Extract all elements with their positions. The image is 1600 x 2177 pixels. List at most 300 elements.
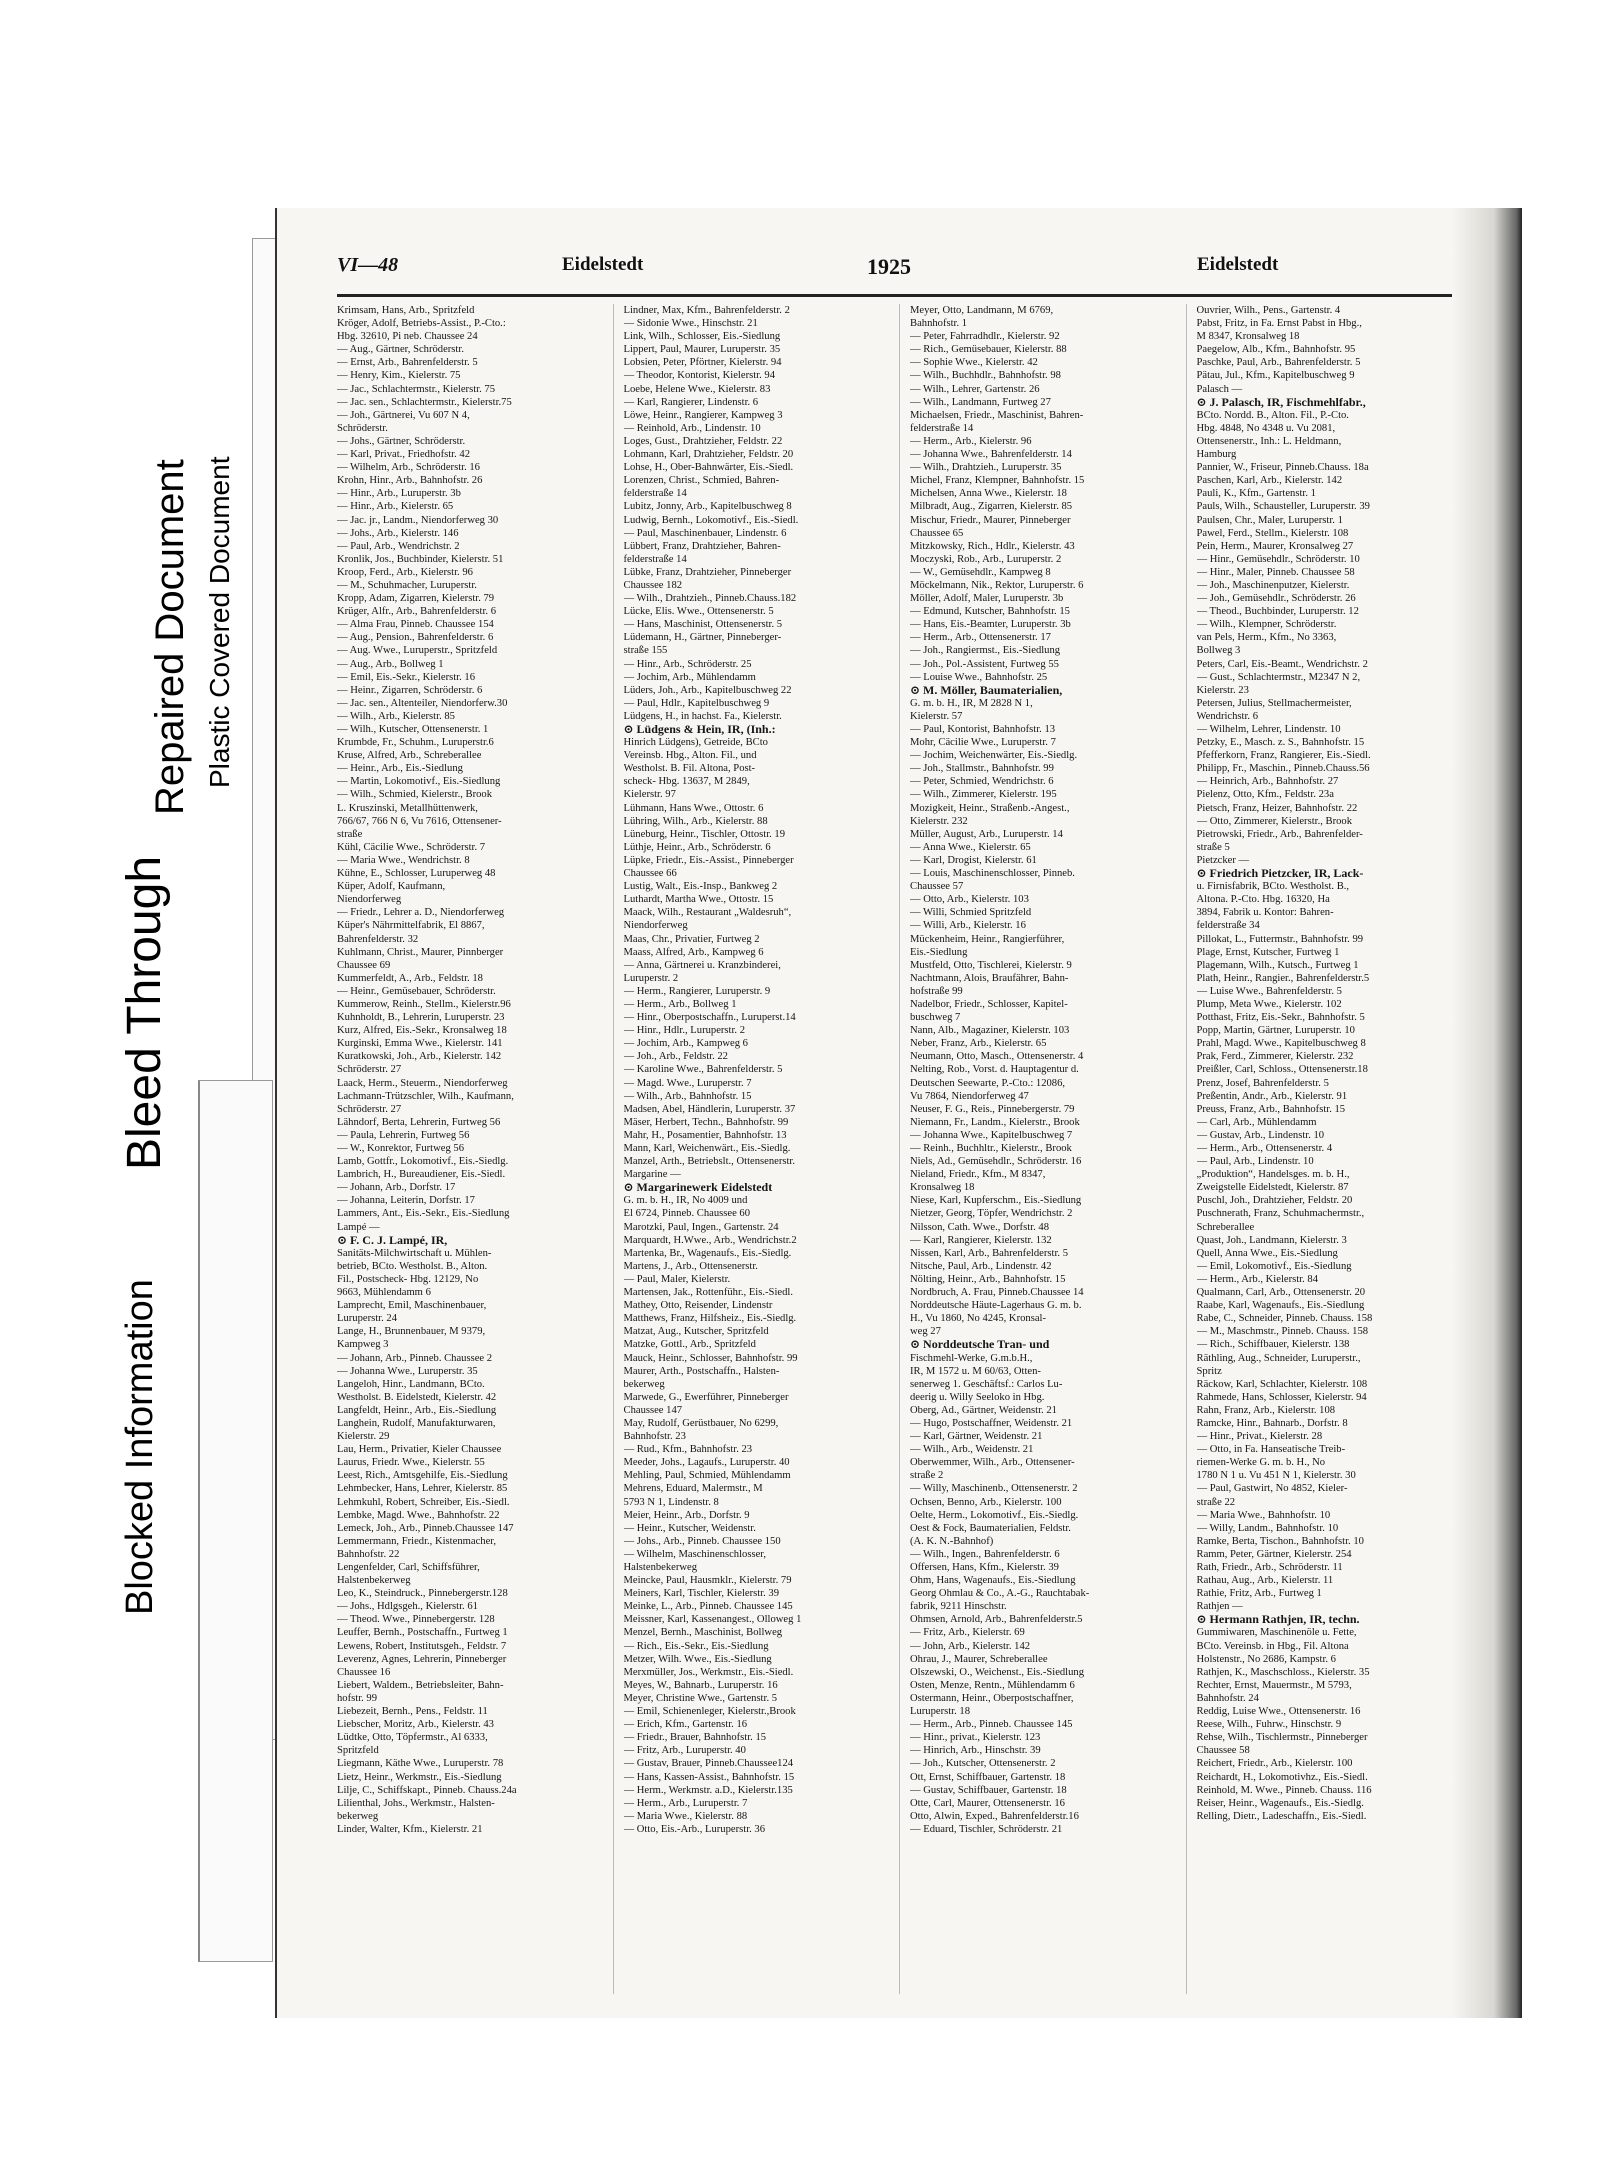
directory-entry: — Hugo, Postschaffner, Weidenstr. 21 xyxy=(910,1417,1073,1429)
directory-entry: Pillokat, L., Futtermstr., Bahnhofstr. 99 xyxy=(1196,933,1364,945)
directory-entry: BCto. Nordd. B., Alton. Fil., P.-Cto. xyxy=(1196,409,1349,421)
directory-entry: — Karl, Rangierer, Lindenstr. 6 xyxy=(623,396,759,408)
directory-entry: Plagemann, Wilh., Kutsch., Furtweg 1 xyxy=(1196,959,1359,971)
directory-entry: Oberwemmer, Wilh., Arb., Ottensener- xyxy=(910,1457,1075,1469)
directory-entry: — Hinr., Arb., Kielerstr. 65 xyxy=(337,501,454,513)
binding-gutter xyxy=(1452,208,1522,2018)
directory-entry: Mauck, Heinr., Schlosser, Bahnhofstr. 99 xyxy=(623,1352,798,1364)
directory-entry: — W., Gemüsehdlr., Kampweg 8 xyxy=(910,566,1051,578)
directory-entry: Hbg. 4848, No 4348 u. Vu 2081, xyxy=(1196,422,1336,434)
directory-entry: — Reinhold, Arb., Lindenstr. 10 xyxy=(623,422,761,434)
directory-entry: Kropp, Adam, Zigarren, Kielerstr. 79 xyxy=(337,593,495,605)
directory-entry: Lüdtke, Otto, Töpfermstr., Al 6333, xyxy=(337,1732,488,1744)
directory-entry: Nitsche, Paul, Arb., Lindenstr. 42 xyxy=(910,1260,1052,1272)
directory-entry: Mäser, Herbert, Techn., Bahnhofstr. 99 xyxy=(623,1116,789,1128)
directory-entry: Petzky, E., Masch. z. S., Bahnhofstr. 15 xyxy=(1196,737,1365,749)
directory-entry: 5793 N 1, Lindenstr. 8 xyxy=(623,1496,719,1508)
directory-entry: — Johs., Arb., Kielerstr. 146 xyxy=(337,527,459,539)
directory-entry: Kurginski, Emma Wwe., Kielerstr. 141 xyxy=(337,1038,503,1050)
directory-entry: — Luise Wwe., Bahrenfelderstr. 5 xyxy=(1196,985,1342,997)
directory-entry: Paulsen, Chr., Maler, Luruperstr. 1 xyxy=(1196,514,1343,526)
directory-entry: Ohm, Hans, Wagenaufs., Eis.-Siedlung xyxy=(910,1575,1076,1587)
directory-entry: Lilje, C., Schiffskapt., Pinneb. Chauss.24a xyxy=(337,1784,517,1796)
directory-entry: — Herm., Arb., Kielerstr. 84 xyxy=(1196,1273,1319,1285)
directory-entry: straße 155 xyxy=(623,645,668,657)
directory-entry: Lemmermann, Friedr., Kistenmacher, xyxy=(337,1535,497,1547)
directory-entry: Chaussee 147 xyxy=(623,1404,683,1416)
directory-entry: Reichardt, H., Lokomotivhz., Eis.-Siedl. xyxy=(1196,1771,1368,1783)
directory-entry: Lammers, Ant., Eis.-Sekr., Eis.-Siedlung xyxy=(337,1208,510,1220)
directory-entry: Loges, Gust., Drahtzieher, Feldstr. 22 xyxy=(623,435,783,447)
directory-entry: Bahnhofstr. 1 xyxy=(910,318,968,330)
directory-entry: — Joh., Kutscher, Ottensenerstr. 2 xyxy=(910,1758,1056,1770)
directory-entry: senerweg 1. Geschäftsf.: Carlos Lu- xyxy=(910,1378,1063,1390)
directory-entry: — Gustav, Arb., Lindenstr. 10 xyxy=(1196,1129,1325,1141)
directory-entry: Möckelmann, Nik., Rektor, Luruperstr. 6 xyxy=(910,579,1084,591)
directory-entry: van Pels, Herm., Kfm., No 3363, xyxy=(1196,632,1337,644)
directory-entry: Lamb, Gottfr., Lokomotivf., Eis.-Siedlg. xyxy=(337,1156,509,1168)
directory-entry: Milbradt, Aug., Zigarren, Kielerstr. 85 xyxy=(910,501,1073,513)
directory-entry: Prenz, Josef, Bahrenfelderstr. 5 xyxy=(1196,1077,1329,1089)
directory-entry: Liebert, Waldem., Betriebsleiter, Bahn- xyxy=(337,1679,504,1691)
directory-entry: Holstenstr., No 2686, Kampstr. 6 xyxy=(1196,1653,1336,1665)
directory-entry: Prak, Ferd., Zimmerer, Kielerstr. 232 xyxy=(1196,1051,1354,1063)
directory-entry: — Heinr., Arb., Eis.-Siedlung xyxy=(337,763,463,775)
directory-entry: Wendrichstr. 6 xyxy=(1196,710,1259,722)
directory-entry: — Hans, Maschinist, Ottensenerstr. 5 xyxy=(623,619,783,631)
directory-entry: Lorenzen, Christ., Schmied, Bahren- xyxy=(623,475,780,487)
directory-entry: 766/67, 766 N 6, Vu 7616, Ottensener- xyxy=(337,815,502,827)
directory-entry: ⊙ Hermann Rathjen, IR, techn. xyxy=(1196,1613,1360,1627)
directory-entry: — Emil, Schienenleger, Kielerstr.,Brook xyxy=(623,1706,796,1718)
directory-entry: — Emil, Eis.-Sekr., Kielerstr. 16 xyxy=(337,671,475,683)
directory-entry: H., Vu 1860, No 4245, Kronsal- xyxy=(910,1313,1046,1325)
directory-entry: weg 27 xyxy=(910,1326,941,1338)
directory-entry: Potthast, Fritz, Eis.-Sekr., Bahnhofstr. 5 xyxy=(1196,1012,1365,1024)
directory-entry: — Rud., Kfm., Bahnhofstr. 23 xyxy=(623,1444,753,1456)
directory-entry: — Paul, Hdlr., Kapitelbuschweg 9 xyxy=(623,697,770,709)
directory-entry: — Martin, Lokomotivf., Eis.-Siedlung xyxy=(337,776,501,788)
directory-entry: — Hinr., Gemüsehdlr., Schröderstr. 10 xyxy=(1196,553,1360,565)
directory-entry: — Otto, Arb., Kielerstr. 103 xyxy=(910,894,1029,906)
directory-entry: — Aug., Gärtner, Schröderstr. xyxy=(337,344,464,356)
directory-entry: straße xyxy=(337,828,363,840)
directory-entry: — Johann, Arb., Pinneb. Chaussee 2 xyxy=(337,1352,493,1364)
directory-entry: Pietrowski, Friedr., Arb., Bahrenfelder- xyxy=(1196,828,1363,840)
directory-entry: — John, Arb., Kielerstr. 142 xyxy=(910,1640,1031,1652)
header-place-left: Eidelstedt xyxy=(562,254,644,275)
directory-entry: — Henry, Kim., Kielerstr. 75 xyxy=(337,370,461,382)
page-header xyxy=(337,254,1487,284)
directory-entry: El 6724, Pinneb. Chaussee 60 xyxy=(623,1208,751,1220)
directory-entry: Fil., Postscheck- Hbg. 12129, No xyxy=(337,1273,479,1285)
directory-entry: u. Firnisfabrik, BCto. Westholst. B., xyxy=(1196,881,1350,893)
directory-entry: Mehrens, Eduard, Malermstr., M xyxy=(623,1483,763,1495)
directory-entry: Krumbde, Fr., Schuhm., Luruperstr.6 xyxy=(337,737,494,749)
directory-entry: Rathjen, K., Maschschloss., Kielerstr. 35 xyxy=(1196,1666,1370,1678)
directory-entry: Bahnhofstr. 23 xyxy=(623,1431,686,1443)
directory-entry: Chaussee 57 xyxy=(910,881,964,893)
directory-entry: ⊙ Friedrich Pietzcker, IR, Lack- xyxy=(1196,867,1364,881)
directory-entry: Rath, Friedr., Arb., Schröderstr. 11 xyxy=(1196,1562,1343,1573)
directory-entry: L. Kruszinski, Metallhüttenwerk, xyxy=(337,802,478,814)
directory-entry: — Joh., Maschinenputzer, Kielerstr. xyxy=(1196,579,1350,591)
directory-entry: Leo, K., Steindruck., Pinnebergerstr.128 xyxy=(337,1588,508,1600)
page-reference: VI—48 xyxy=(337,254,399,276)
directory-entry: Rabe, C., Schneider, Pinneb. Chauss. 158 xyxy=(1196,1313,1373,1325)
directory-entry: — Rich., Gemüsebauer, Kielerstr. 88 xyxy=(910,344,1067,356)
directory-entry: — Fritz, Arb., Kielerstr. 69 xyxy=(910,1627,1025,1639)
directory-entry: — Wilh., Schmied, Kielerstr., Brook xyxy=(337,789,493,801)
directory-entry: Luruperstr. 24 xyxy=(337,1313,398,1325)
directory-entry: Kielerstr. 232 xyxy=(910,815,968,827)
directory-entry: Oberg, Ad., Gärtner, Weidenstr. 21 xyxy=(910,1404,1057,1416)
directory-entry: riemen-Werke G. m. b. H., No xyxy=(1196,1457,1326,1469)
directory-entry: Ottensenerstr., Inh.: L. Heldmann, xyxy=(1196,435,1342,447)
directory-entry: — Wilhelm, Maschinenschlosser, xyxy=(623,1548,767,1560)
directory-entry: — Johs., Hdlgsgeh., Kielerstr. 61 xyxy=(337,1601,478,1613)
directory-entry: Vereinsb. Hbg., Alton. Fil., und xyxy=(623,750,757,762)
directory-entry: Martens, J., Arb., Ottensenerstr. xyxy=(623,1260,758,1272)
directory-entry: Pawel, Ferd., Stellm., Kielerstr. 108 xyxy=(1196,527,1349,539)
directory-column-4 xyxy=(1197,304,1473,1994)
directory-entry: Lüpke, Friedr., Eis.-Assist., Pinneberger xyxy=(623,854,794,866)
directory-entry: Liebezeit, Bernh., Pens., Feldstr. 11 xyxy=(337,1706,488,1718)
directory-entry: Preuss, Franz, Arb., Bahnhofstr. 15 xyxy=(1196,1103,1346,1115)
directory-entry: — Hans, Kassen-Assist., Bahnhofstr. 15 xyxy=(623,1771,795,1783)
directory-entry: — Otto, Eis.-Arb., Luruperstr. 36 xyxy=(623,1823,766,1835)
header-year: 1925 xyxy=(867,254,911,279)
directory-entry: Krimsam, Hans, Arb., Spritzfeld xyxy=(337,305,475,316)
directory-entry: Meeder, Johs., Lagaufs., Luruperstr. 40 xyxy=(623,1457,790,1469)
directory-entry: — Gustav, Schiffbauer, Gartenstr. 18 xyxy=(910,1784,1067,1796)
directory-entry: Paschke, Paul, Arb., Bahrenfelderstr. 5 xyxy=(1196,357,1361,369)
directory-entry: — Joh., Gemüsehdlr., Schröderstr. 26 xyxy=(1196,593,1356,605)
directory-entry: Martenka, Br., Wagenaufs., Eis.-Siedlg. xyxy=(623,1247,792,1259)
directory-entry: Lobsien, Peter, Pförtner, Kielerstr. 94 xyxy=(623,357,782,369)
directory-entry: Lampé — xyxy=(337,1221,380,1233)
directory-entry: Chaussee 66 xyxy=(623,868,677,880)
directory-entry: Lüdemann, H., Gärtner, Pinneberger- xyxy=(623,632,782,644)
directory-entry: ⊙ Norddeutsche Tran- und xyxy=(910,1338,1050,1352)
directory-entry: Pätau, Jul., Kfm., Kapitelbuschweg 9 xyxy=(1196,370,1355,382)
directory-entry: Merxmüller, Jos., Werkmstr., Eis.-Siedl. xyxy=(623,1666,794,1678)
directory-entry: — Joh., Arb., Feldstr. 22 xyxy=(623,1051,728,1063)
directory-entry: — Edmund, Kutscher, Bahnhofstr. 15 xyxy=(910,606,1070,618)
directory-entry: buschweg 7 xyxy=(910,1012,961,1024)
directory-entry: — Maria Wwe., Kielerstr. 88 xyxy=(623,1810,748,1822)
directory-entry: — Willi, Arb., Kielerstr. 16 xyxy=(910,920,1026,932)
directory-entry: Martensen, Jak., Rottenführ., Eis.-Siedl. xyxy=(623,1287,793,1299)
directory-entry: Pauls, Wilh., Schausteller, Luruperstr. 39 xyxy=(1196,501,1370,513)
directory-entry: Hbg. 32610, Pi neb. Chaussee 24 xyxy=(337,331,478,343)
directory-entry: Lachmann-Trützschler, Wilh., Kaufmann, xyxy=(337,1090,514,1102)
directory-entry: — Louise Wwe., Bahnhofstr. 25 xyxy=(910,671,1048,683)
directory-entry: Kronsalweg 18 xyxy=(910,1182,975,1194)
directory-entry: fabrik, 9211 Hinschstr. xyxy=(910,1601,1007,1613)
directory-entry: Chaussee 69 xyxy=(337,959,391,971)
directory-entry: Kruse, Alfred, Arb., Schreberallee xyxy=(337,750,482,762)
directory-entry: Fischmehl-Werke, G.m.b.H., xyxy=(910,1352,1033,1364)
directory-entry: Deutschen Seewarte, P.-Cto.: 12086, xyxy=(910,1077,1066,1089)
directory-entry: — Jac. sen., Schlachtermstr., Kielerstr.75 xyxy=(337,396,512,408)
directory-entry: — Otto, in Fa. Hanseatische Treib- xyxy=(1196,1444,1346,1456)
directory-entry: Offersen, Hans, Kfm., Kielerstr. 39 xyxy=(910,1562,1059,1573)
directory-entry: Otto, Alwin, Exped., Bahrenfelderstr.16 xyxy=(910,1810,1079,1822)
directory-entry: Meinke, L., Arb., Pinneb. Chaussee 145 xyxy=(623,1601,793,1613)
directory-entry: Hamburg xyxy=(1196,449,1237,461)
directory-entry: — Johanna Wwe., Bahrenfelderstr. 14 xyxy=(910,449,1072,461)
directory-entry: Madsen, Abel, Händlerin, Luruperstr. 37 xyxy=(623,1103,796,1115)
directory-entry: Kuhnholdt, B., Lehrerin, Luruperstr. 23 xyxy=(337,1012,505,1024)
directory-entry: Lange, H., Brunnenbauer, M 9379, xyxy=(337,1326,486,1338)
directory-entry: Matthews, Franz, Hilfsheiz., Eis.-Siedlg. xyxy=(623,1313,797,1325)
directory-entry: — Peter, Schmied, Wendrichstr. 6 xyxy=(910,776,1054,788)
directory-entry: Reiser, Heinr., Wagenaufs., Eis.-Siedlg. xyxy=(1196,1797,1364,1809)
directory-entry: Liegmann, Käthe Wwe., Luruperstr. 78 xyxy=(337,1758,504,1770)
directory-entry: Norddeutsche Häute-Lagerhaus G. m. b. xyxy=(910,1300,1082,1312)
directory-entry: Metzer, Wilh. Wwe., Eis.-Siedlung xyxy=(623,1653,772,1665)
directory-columns xyxy=(337,304,1472,1994)
directory-entry: Lubitz, Jonny, Arb., Kapitelbuschweg 8 xyxy=(623,501,792,513)
directory-entry: Lühmann, Hans Wwe., Ottostr. 6 xyxy=(623,802,764,814)
directory-entry: Bahnhofstr. 24 xyxy=(1196,1692,1259,1704)
directory-entry: Lau, Herm., Privatier, Kieler Chaussee xyxy=(337,1444,502,1456)
directory-entry: Pannier, W., Friseur, Pinneb.Chauss. 18a xyxy=(1196,462,1369,474)
directory-entry: — Heinr., Gemüsebauer, Schröderstr. xyxy=(337,985,496,997)
directory-entry: Plath, Heinr., Rangier., Bahrenfelderstr.5 xyxy=(1196,972,1370,984)
directory-entry: — Wilhelm, Arb., Schröderstr. 16 xyxy=(337,462,480,474)
directory-entry: Quast, Joh., Landmann, Kielerstr. 3 xyxy=(1196,1234,1347,1246)
directory-entry: Löwe, Heinr., Rangierer, Kampweg 3 xyxy=(623,409,783,421)
directory-entry: Lippert, Paul, Maurer, Luruperstr. 35 xyxy=(623,344,781,356)
directory-entry: Chaussee 58 xyxy=(1196,1745,1250,1757)
directory-entry: — Joh., Stallmstr., Bahnhofstr. 99 xyxy=(910,763,1054,775)
directory-entry: Meincke, Paul, Hausmklr., Kielerstr. 79 xyxy=(623,1575,792,1587)
directory-entry: — Jochim, Arb., Kampweg 6 xyxy=(623,1038,748,1050)
directory-entry: Mehling, Paul, Schmied, Mühlendamm xyxy=(623,1470,791,1482)
directory-entry: — Fritz, Arb., Luruperstr. 40 xyxy=(623,1745,746,1757)
directory-entry: — Jac. jr., Landm., Niendorferweg 30 xyxy=(337,514,499,526)
directory-entry: Leest, Rich., Amtsgehilfe, Eis.-Siedlung xyxy=(337,1470,508,1482)
directory-entry: Michaelsen, Friedr., Maschinist, Bahren- xyxy=(910,409,1084,421)
directory-entry: — Aug., Arb., Bollweg 1 xyxy=(337,658,444,670)
directory-entry: Kummerow, Reinh., Stellm., Kielerstr.96 xyxy=(337,998,511,1010)
directory-entry: Meier, Heinr., Arb., Dorfstr. 9 xyxy=(623,1509,750,1521)
directory-entry: Lindner, Max, Kfm., Bahrenfelderstr. 2 xyxy=(623,305,790,316)
directory-entry: BCto. Vereinsb. in Hbg., Fil. Altona xyxy=(1196,1640,1349,1652)
directory-entry: Kielerstr. 57 xyxy=(910,710,963,722)
directory-page xyxy=(275,208,1522,2018)
directory-entry: Ramcke, Hinr., Bahnarb., Dorfstr. 8 xyxy=(1196,1417,1348,1429)
directory-entry: Lengenfelder, Carl, Schiffsführer, xyxy=(337,1562,480,1573)
directory-entry: Palasch — xyxy=(1196,383,1243,395)
directory-entry: ⊙ F. C. J. Lampé, IR, xyxy=(337,1233,448,1247)
directory-entry: Luruperstr. 18 xyxy=(910,1706,971,1718)
directory-entry: — Karl, Privat., Friedhofstr. 42 xyxy=(337,449,470,461)
directory-entry: — Karoline Wwe., Bahrenfelderstr. 5 xyxy=(623,1064,783,1076)
directory-entry: — Willy, Landm., Bahnhofstr. 10 xyxy=(1196,1522,1339,1534)
directory-entry: ⊙ Margarinewerk Eidelstedt xyxy=(623,1181,773,1195)
directory-entry: — Reinh., Buchhltr., Kielerstr., Brook xyxy=(910,1143,1072,1154)
directory-entry: Manzel, Arth., Betriebslt., Ottensenerstr. xyxy=(623,1156,796,1168)
directory-entry: bekerweg xyxy=(337,1810,379,1822)
directory-entry: Meyes, W., Bahnarb., Luruperstr. 16 xyxy=(623,1679,778,1691)
directory-entry: — Rich., Eis.-Sekr., Eis.-Siedlung xyxy=(623,1640,769,1652)
directory-entry: — M., Maschmstr., Pinneb. Chauss. 158 xyxy=(1196,1326,1369,1338)
directory-entry: — Karl, Gärtner, Weidenstr. 21 xyxy=(910,1431,1043,1443)
directory-entry: Ramke, Berta, Tischon., Bahnhofstr. 10 xyxy=(1196,1535,1364,1547)
directory-entry: Nilsson, Cath. Wwe., Dorfstr. 48 xyxy=(910,1221,1049,1233)
directory-entry: — Heinr., Kutscher, Weidenstr. xyxy=(623,1522,756,1534)
directory-entry: Puschnerath, Franz, Schuhmachermstr., xyxy=(1196,1208,1365,1220)
directory-entry: — Theod. Wwe., Pinnebergerstr. 128 xyxy=(337,1614,495,1626)
directory-entry: Langhein, Rudolf, Manufakturwaren, xyxy=(337,1417,496,1429)
directory-entry: scheck- Hbg. 13637, M 2849, xyxy=(623,776,750,788)
directory-entry: Meiners, Karl, Tischler, Kielerstr. 39 xyxy=(623,1588,780,1600)
directory-entry: — Johanna Wwe., Luruperstr. 35 xyxy=(337,1365,478,1377)
directory-entry: — Ernst, Arb., Bahrenfelderstr. 5 xyxy=(337,357,478,369)
directory-entry: Kröger, Adolf, Betriebs-Assist., P.-Cto.: xyxy=(337,318,506,330)
directory-entry: Moczyski, Rob., Arb., Luruperstr. 2 xyxy=(910,553,1062,565)
directory-entry: Pietzcker — xyxy=(1196,854,1250,866)
directory-entry: Lietz, Heinr., Werkmstr., Eis.-Siedlung xyxy=(337,1771,502,1783)
directory-entry: Westholst. B. Fil. Altona, Post- xyxy=(623,763,756,775)
directory-entry: Niendorferweg xyxy=(337,894,402,906)
directory-entry: — Johs., Arb., Pinneb. Chaussee 150 xyxy=(623,1535,781,1547)
directory-entry: Kummerfeldt, A., Arb., Feldstr. 18 xyxy=(337,972,483,984)
directory-entry: Rechter, Ernst, Mauermstr., M 5793, xyxy=(1196,1679,1352,1691)
directory-entry: ⊙ Lüdgens & Hein, IR, (Inh.: xyxy=(623,723,776,736)
directory-entry: Otte, Carl, Maurer, Ottensenerstr. 16 xyxy=(910,1797,1065,1809)
directory-entry: Matzat, Aug., Kutscher, Spritzfeld xyxy=(623,1326,769,1338)
directory-entry: — Hinr., Maler, Pinneb. Chaussee 58 xyxy=(1196,566,1355,578)
directory-entry: Petersen, Julius, Stellmachermeister, xyxy=(1196,697,1352,709)
directory-entry: Oelte, Herm., Lokomotivf., Eis.-Siedlg. xyxy=(910,1509,1079,1521)
directory-entry: Pein, Herm., Maurer, Kronsalweg 27 xyxy=(1196,540,1354,552)
directory-entry: Pauli, K., Kfm., Gartenstr. 1 xyxy=(1196,488,1316,500)
directory-entry: Matzke, Gottl., Arb., Spritzfeld xyxy=(623,1339,756,1351)
directory-entry: Krüger, Alfr., Arb., Bahrenfelderstr. 6 xyxy=(337,606,497,618)
directory-entry: — W., Konrektor, Furtweg 56 xyxy=(337,1143,464,1154)
directory-entry: — Herm., Rangierer, Luruperstr. 9 xyxy=(623,985,771,997)
directory-entry: G. m. b. H., IR, M 2828 N 1, xyxy=(910,697,1033,709)
directory-entry: Luthardt, Martha Wwe., Ottostr. 15 xyxy=(623,894,774,906)
directory-entry: — Theodor, Kontorist, Kielerstr. 94 xyxy=(623,370,775,382)
directory-entry: — Erich, Kfm., Gartenstr. 16 xyxy=(623,1719,748,1731)
directory-entry: Lohmann, Karl, Drahtzieher, Feldstr. 20 xyxy=(623,449,794,461)
directory-entry: Meyer, Otto, Landmann, M 6769, xyxy=(910,305,1054,316)
directory-entry: Zweigstelle Eidelstedt, Kielerstr. 87 xyxy=(1196,1182,1349,1194)
directory-entry: Neumann, Otto, Masch., Ottensenerstr. 4 xyxy=(910,1051,1084,1063)
directory-entry: Neuser, F. G., Reis., Pinnebergerstr. 79 xyxy=(910,1103,1075,1115)
directory-entry: Link, Wilh., Schlosser, Eis.-Siedlung xyxy=(623,331,781,343)
directory-entry: Qualmann, Carl, Arb., Ottensenerstr. 20 xyxy=(1196,1287,1366,1299)
directory-entry: Kielerstr. 97 xyxy=(623,789,676,801)
directory-entry: Nietzer, Georg, Töpfer, Wendrichstr. 2 xyxy=(910,1208,1073,1220)
directory-entry: — Joh., Pol.-Assistent, Furtweg 55 xyxy=(910,658,1059,670)
directory-entry: Rahn, Franz, Arb., Kielerstr. 108 xyxy=(1196,1404,1336,1416)
directory-entry: ⊙ J. Palasch, IR, Fischmehlfabr., xyxy=(1196,395,1366,409)
directory-entry: Niels, Ad., Gemüsehdlr., Schröderstr. 16 xyxy=(910,1156,1082,1168)
directory-entry: felderstraße 14 xyxy=(623,488,687,500)
directory-entry: — Herm., Arb., Ottensenerstr. 4 xyxy=(1196,1143,1333,1154)
directory-entry: — Paul, Maler, Kielerstr. xyxy=(623,1273,731,1285)
directory-entry: — Paula, Lehrerin, Furtweg 56 xyxy=(337,1129,470,1141)
directory-entry: Mahr, H., Posamentier, Bahnhofstr. 13 xyxy=(623,1129,787,1141)
directory-entry: — Jac. sen., Altenteiler, Niendorferw.30 xyxy=(337,697,508,709)
directory-entry: Paschen, Karl, Arb., Kielerstr. 142 xyxy=(1196,475,1343,487)
directory-entry: — Wilh., Buchhdlr., Bahnhofstr. 98 xyxy=(910,370,1061,382)
directory-entry: Lilienthal, Johs., Werkmstr., Halsten- xyxy=(337,1797,495,1809)
directory-entry: Maurer, Arth., Postschaffn., Halsten- xyxy=(623,1365,780,1377)
directory-entry: Neber, Franz, Arb., Kielerstr. 65 xyxy=(910,1038,1047,1050)
page-edge-front xyxy=(198,1080,273,1962)
directory-entry: Leuffer, Bernh., Postschaffn., Furtweg 1 xyxy=(337,1627,508,1639)
directory-entry: Lewens, Robert, Institutsgeh., Feldstr. 7 xyxy=(337,1640,507,1652)
directory-entry: — Wilh., Arb., Bahnhofstr. 15 xyxy=(623,1090,752,1102)
directory-entry: Quell, Anna Wwe., Eis.-Siedlung xyxy=(1196,1247,1338,1259)
directory-entry: Chaussee 16 xyxy=(337,1666,391,1678)
directory-entry: Meyer, Christine Wwe., Gartenstr. 5 xyxy=(623,1692,778,1704)
directory-entry: — Paul, Kontorist, Bahnhofstr. 13 xyxy=(910,724,1056,735)
directory-entry: — Gustav, Brauer, Pinneb.Chaussee124 xyxy=(623,1758,794,1770)
directory-entry: — Sidonie Wwe., Hinschstr. 21 xyxy=(623,318,758,330)
directory-entry: — Wilh., Zimmerer, Kielerstr. 195 xyxy=(910,789,1057,801)
directory-entry: Lübke, Franz, Drahtzieher, Pinneberger xyxy=(623,566,792,578)
directory-entry: Maas, Chr., Privatier, Furtweg 2 xyxy=(623,933,760,945)
directory-entry: Kuhlmann, Christ., Maurer, Pinnberger xyxy=(337,946,504,958)
directory-entry: — Sophie Wwe., Kielerstr. 42 xyxy=(910,357,1038,369)
directory-entry: 9663, Mühlendamm 6 xyxy=(337,1287,431,1299)
directory-entry: — Anna, Gärtnerei u. Kranzbinderei, xyxy=(623,959,781,971)
directory-entry: Lüthje, Heinr., Arb., Schröderstr. 6 xyxy=(623,841,771,853)
directory-entry: Ostermann, Heinr., Oberpostschaffner, xyxy=(910,1692,1074,1704)
directory-entry: — Friedr., Brauer, Bahnhofstr. 15 xyxy=(623,1732,767,1744)
directory-entry: Reese, Wilh., Fuhrw., Hinschstr. 9 xyxy=(1196,1719,1342,1731)
directory-entry: G. m. b. H., IR, No 4009 und xyxy=(623,1195,748,1207)
directory-entry: — Karl, Rangierer, Kielerstr. 132 xyxy=(910,1234,1052,1246)
directory-entry: Nadelbor, Friedr., Schlosser, Kapitel- xyxy=(910,998,1068,1010)
directory-entry: Schröderstr. 27 xyxy=(337,1103,402,1115)
directory-entry: — Wilh., Drahtzieh., Pinneb.Chauss.182 xyxy=(623,593,797,605)
blocked-information-label: Blocked Information xyxy=(119,1279,161,1615)
directory-entry: Margarine — xyxy=(623,1169,681,1181)
directory-entry: Michelsen, Anna Wwe., Kielerstr. 18 xyxy=(910,488,1067,500)
directory-entry: Michel, Franz, Klempner, Bahnhofstr. 15 xyxy=(910,475,1085,487)
directory-entry: Lambrich, H., Bureaudiener, Eis.-Siedl. xyxy=(337,1169,506,1181)
directory-entry: Ott, Ernst, Schiffbauer, Gartenstr. 18 xyxy=(910,1771,1066,1783)
directory-entry: — Herm., Werkmstr. a.D., Kielerstr.135 xyxy=(623,1784,793,1796)
directory-entry: Langfeldt, Heinr., Arb., Eis.-Siedlung xyxy=(337,1404,497,1416)
directory-entry: Pfefferkorn, Franz, Rangierer, Eis.-Siedl. xyxy=(1196,750,1371,762)
directory-entry: Ohrau, J., Maurer, Schreberallee xyxy=(910,1653,1048,1665)
directory-entry: — Gust., Schlachtermstr., M2347 N 2, xyxy=(1196,671,1361,683)
directory-entry: — Hinr., Hdlr., Luruperstr. 2 xyxy=(623,1025,746,1037)
directory-entry: Oest & Fock, Baumaterialien, Feldstr. xyxy=(910,1522,1071,1534)
directory-entry: Nordbruch, A. Frau, Pinneb.Chaussee 14 xyxy=(910,1287,1084,1299)
directory-entry: Halstenbekerweg xyxy=(337,1575,411,1587)
directory-entry: — Wilh., Drahtzieh., Luruperstr. 35 xyxy=(910,462,1062,474)
directory-entry: Prahl, Magd. Wwe., Kapitelbuschweg 8 xyxy=(1196,1038,1366,1050)
directory-entry: — Wilhelm, Lehrer, Lindenstr. 10 xyxy=(1196,724,1341,735)
directory-entry: Bollweg 3 xyxy=(1196,645,1241,657)
directory-entry: — Wilh., Ingen., Bahrenfelderstr. 6 xyxy=(910,1548,1060,1560)
directory-entry: Lembke, Magd. Wwe., Bahnhofstr. 22 xyxy=(337,1509,500,1521)
directory-entry: — Paul, Gastwirt, No 4852, Kieler- xyxy=(1196,1483,1348,1495)
directory-entry: — Magd. Wwe., Luruperstr. 7 xyxy=(623,1077,752,1089)
directory-entry: — Willi, Schmied Spritzfeld xyxy=(910,907,1032,919)
